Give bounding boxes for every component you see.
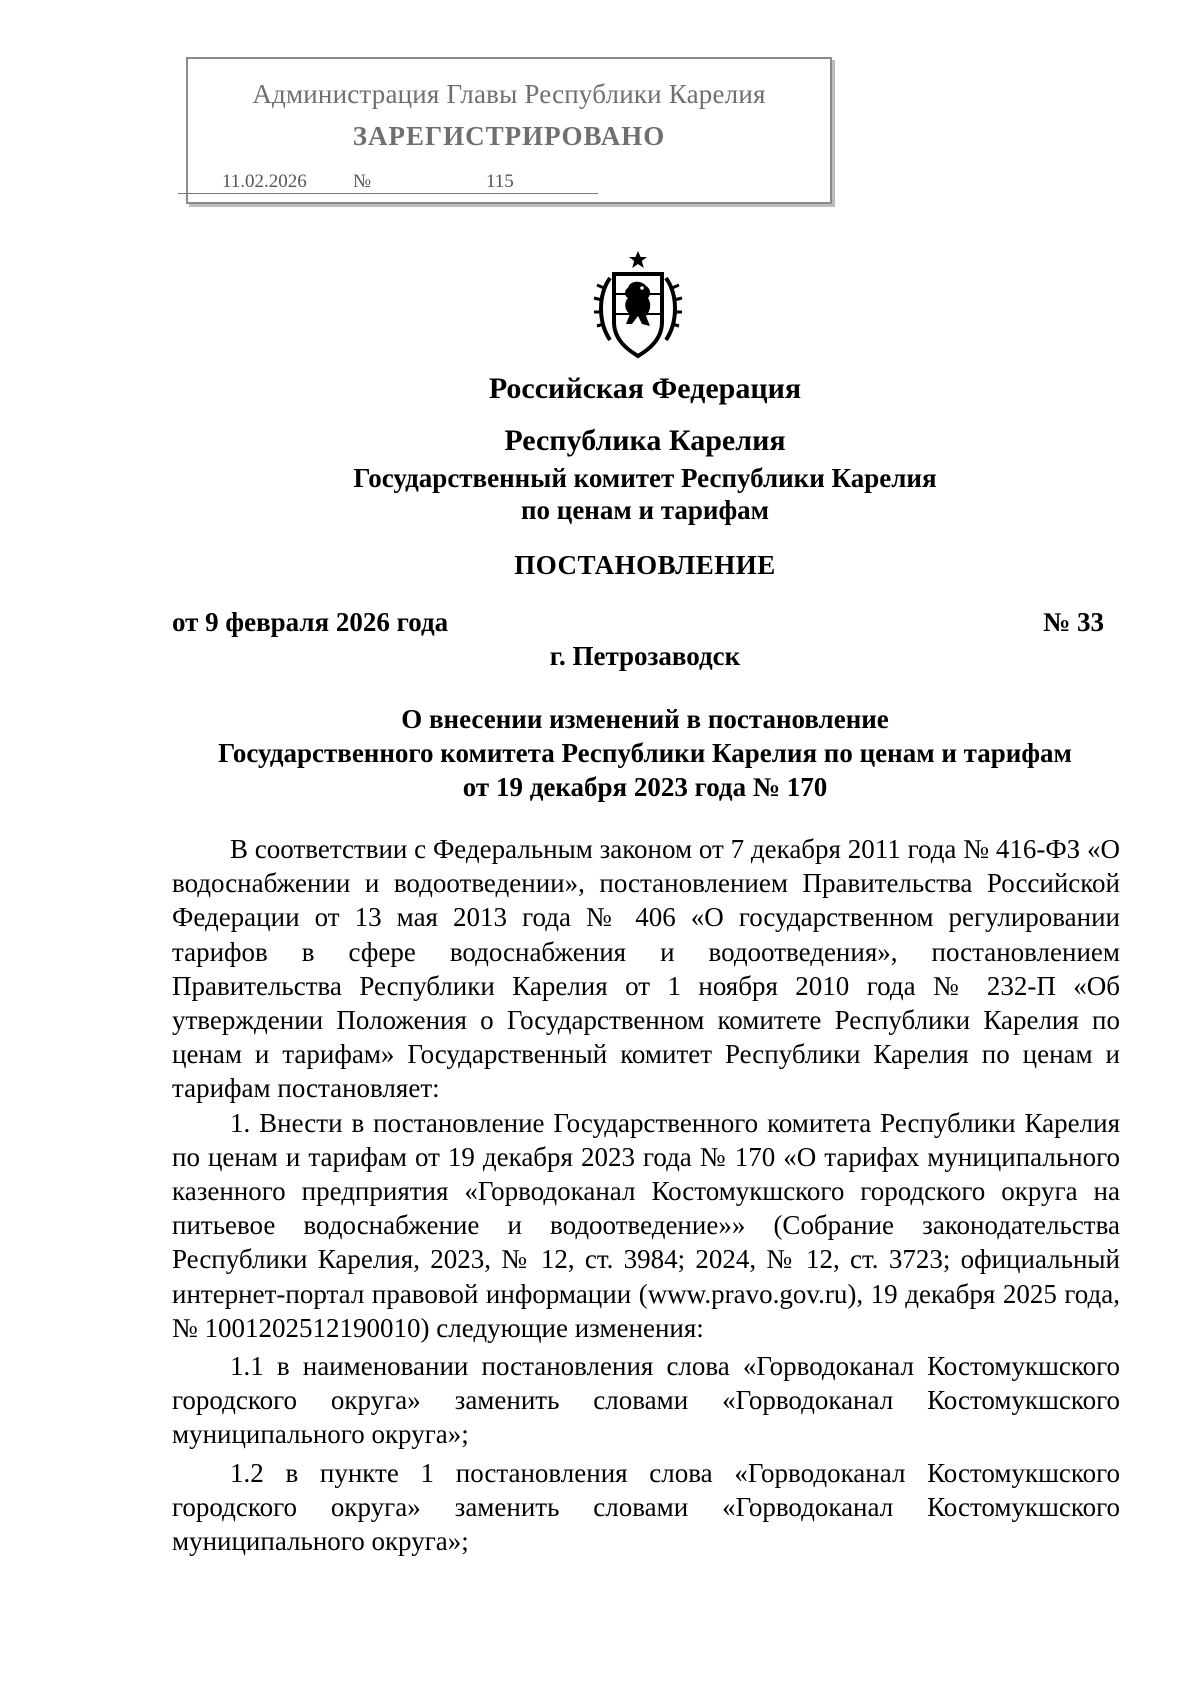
stamp-underline — [178, 193, 598, 194]
karelia-coat-of-arms-icon — [592, 250, 684, 362]
title-line1: О внесении изменений в постановление — [401, 704, 889, 734]
registration-stamp — [186, 57, 832, 204]
document-body — [172, 832, 1120, 1558]
stamp-registered: ЗАРЕГИСТРИРОВАНО — [352, 121, 666, 151]
document-city: г. Петрозаводск — [549, 641, 741, 671]
item-1-paragraph: 1. Внести в постановление Государственного комитета Республики Карелия по ценам и тарифам от 19 декабря 2023 года № 170 «О тарифах муниципального казенного предприятия «Горводоканал Костомукшского городского округа на питьевое водоснабжение и водоотведение»» (Собрание законодательства Республики Карелия, 2023, № 12, ст. 3984; 2024, № 12, ст. 3723; официальный интернет-портал правовой информации (www.pravo.gov.ru), 19 декабря 2025 года, № 1001202512190010) следующие изменения: — [172, 1107, 1120, 1343]
item-1-1-paragraph: 1.1 в наименовании постановления слова «Горводоканал Костомукшского городского округа» заменить словами «Горводоканал Костомукшского муниципального округа»; — [172, 1351, 1120, 1450]
document-date: от 9 февраля 2026 года — [172, 607, 449, 637]
preamble-paragraph: В соответствии с Федеральным законом от 7 декабря 2011 года № 416-ФЗ «О водоснабжении и водоотведении», постановлением Правительства Российской Федерации от 13 мая 2013 года № 406 «О государственном регулировании тарифов в сфере водоснабжения и водоотведения», постановлением Правительства Республики Карелия от 1 ноября 2010 года № 232-П «Об утверждении Положения о Государственном комитете Республики Карелия по ценам и тарифам» Государственный комитет Республики Карелия по ценам и тарифам постановляет: — [172, 834, 1120, 1104]
republic-heading: Республика Карелия — [504, 424, 786, 457]
document-type: ПОСТАНОВЛЕНИЕ — [514, 550, 776, 580]
committee-heading-line1: Государственный комитет Республики Карелия — [353, 463, 937, 493]
stamp-date: 11.02.2026 — [222, 171, 307, 192]
stamp-number: 115 — [486, 171, 514, 192]
country-heading: Российская Федерация — [488, 372, 802, 405]
stamp-number-sign: № — [353, 171, 372, 192]
title-line3: от 19 декабря 2023 года № 170 — [462, 772, 828, 802]
title-line2: Государственного комитета Республики Карелия по ценам и тарифам — [218, 738, 1072, 768]
document-number: № 33 — [1043, 607, 1104, 637]
item-1-2-paragraph: 1.2 в пункте 1 постановления слова «Горводоканал Костомукшского городского округа» заменить словами «Горводоканал Костомукшского муниципального округа»; — [172, 1457, 1120, 1557]
committee-heading-line2: по ценам и тарифам — [520, 495, 770, 525]
stamp-title: Администрация Главы Республики Карелия — [252, 79, 766, 109]
